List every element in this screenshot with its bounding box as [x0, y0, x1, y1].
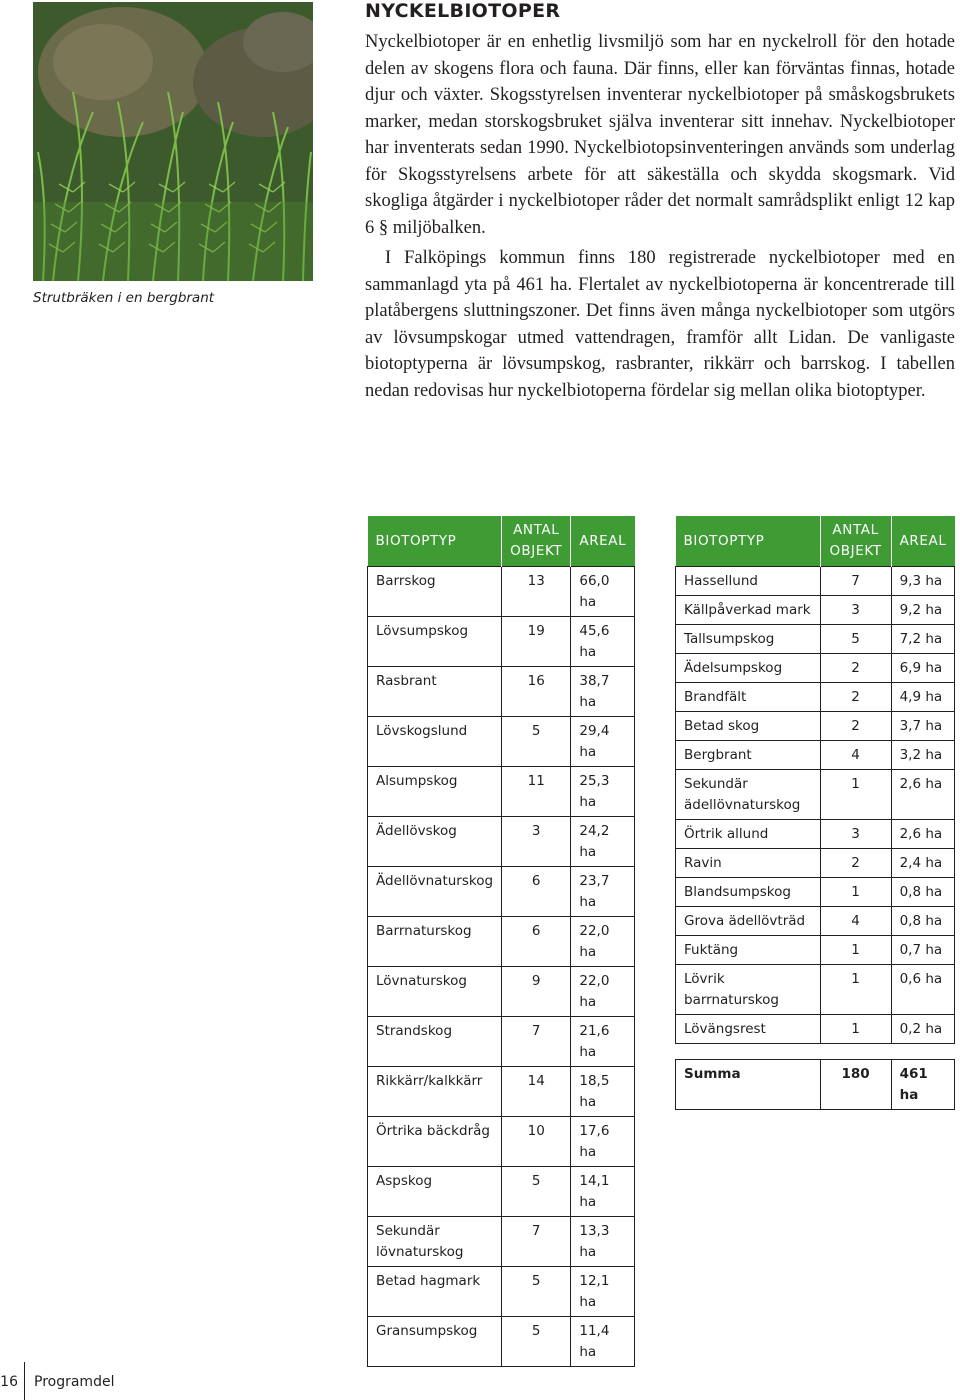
table-row: [368, 1017, 635, 1067]
cell-type: Gransumpskog: [368, 1317, 502, 1367]
table-row: [368, 567, 635, 617]
fern-photo: [33, 2, 313, 281]
table-row: [368, 1267, 635, 1317]
cell-count: 19: [502, 617, 571, 667]
cell-count: 7: [820, 567, 891, 596]
cell-count: 5: [502, 1317, 571, 1367]
cell-count: 1: [820, 1015, 891, 1044]
table-row: [368, 817, 635, 867]
cell-type: Lövsumpskog: [368, 617, 502, 667]
cell-area: 22,0 ha: [571, 967, 635, 1017]
cell-type: Ädellövnaturskog: [368, 867, 502, 917]
cell-type: Alsumpskog: [368, 767, 502, 817]
cell-area: 38,7 ha: [571, 667, 635, 717]
footer-divider: [24, 1362, 25, 1400]
paragraph: Nyckelbiotoper är en enhetlig livsmiljö som har en nyckelroll för den hotade delen av skogens flora och fauna. Där finns, eller kan förväntas finnas, hotade djur och växter. Skogsstyrelsen inventerar nyckelbiotoper på småskogsbrukets marker, medan storskogsbruket själva inventerar sitt innehav. Nyckelbiotoper har inventerats sedan 1990. Nyckelbiotopsinventeringen används som underlag för Skogsstyrelsens arbete för att säkeställa och skydda skogsmark. Vid skogliga åtgärder i nyckelbiotoper råder det normalt samrådsplikt enligt 12 kap 6 § miljöbalken.: [365, 32, 955, 238]
cell-area: 18,5 ha: [571, 1067, 635, 1117]
cell-count: 1: [820, 878, 891, 907]
cell-type: Sekundär lövnaturskog: [368, 1217, 502, 1267]
cell-type: Brandfält: [676, 683, 821, 712]
table-row: [368, 1117, 635, 1167]
table-row: [368, 667, 635, 717]
cell-count: 1: [820, 770, 891, 820]
cell-area: 7,2 ha: [891, 625, 954, 654]
table-row: [676, 907, 955, 936]
cell-area: 4,9 ha: [891, 683, 954, 712]
cell-area: 14,1 ha: [571, 1167, 635, 1217]
cell-count: 5: [502, 1167, 571, 1217]
cell-count: 1: [820, 936, 891, 965]
table-row: [676, 712, 955, 741]
cell-area: 0,8 ha: [891, 907, 954, 936]
biotope-table-right: [675, 516, 955, 1110]
header-type: BIOTOPTYP: [368, 516, 502, 567]
cell-area: 12,1 ha: [571, 1267, 635, 1317]
paragraph: I Falköpings kommun finns 180 registrerade nyckelbiotoper med en sammanlagd yta på 461 ha. Flertalet av nyckelbiotoperna är koncentrerade till platåbergens sluttningszoner. Det finns även många nyckelbiotoper som utgörs av lövsumpskogar utmed vattendragen, framför allt Lidan. De vanligaste biotoptyperna är lövsumpskog, rasbranter, rikkärr och barrskog. I tabellen nedan redovisas hur nyckelbiotoperna fördelar sig mellan olika biotoptyper.: [365, 248, 955, 401]
cell-count: 5: [502, 717, 571, 767]
cell-area: 23,7 ha: [571, 867, 635, 917]
cell-type: Örtrik allund: [676, 820, 821, 849]
summary-area: 461 ha: [891, 1060, 954, 1110]
cell-type: Grova ädellövträd: [676, 907, 821, 936]
cell-count: 14: [502, 1067, 571, 1117]
cell-area: 45,6 ha: [571, 617, 635, 667]
page-footer: [0, 1362, 200, 1400]
table-row: [368, 867, 635, 917]
table-row: [676, 820, 955, 849]
cell-count: 5: [502, 1267, 571, 1317]
cell-area: 13,3 ha: [571, 1217, 635, 1267]
cell-type: Barrnaturskog: [368, 917, 502, 967]
cell-count: 2: [820, 712, 891, 741]
cell-area: 9,3 ha: [891, 567, 954, 596]
cell-count: 11: [502, 767, 571, 817]
cell-area: 29,4 ha: [571, 717, 635, 767]
cell-type: Betad skog: [676, 712, 821, 741]
cell-type: Lövskogslund: [368, 717, 502, 767]
cell-type: Örtrika bäckdråg: [368, 1117, 502, 1167]
table-row: [368, 1317, 635, 1367]
cell-type: Barrskog: [368, 567, 502, 617]
table-row: [368, 767, 635, 817]
cell-type: Tallsumpskog: [676, 625, 821, 654]
cell-area: 2,6 ha: [891, 770, 954, 820]
cell-type: Sekundär ädellövnaturskog: [676, 770, 821, 820]
table-row: [676, 741, 955, 770]
summary-row: [676, 1060, 955, 1110]
table-row: [368, 617, 635, 667]
cell-type: Fuktäng: [676, 936, 821, 965]
cell-area: 17,6 ha: [571, 1117, 635, 1167]
table-row: [676, 770, 955, 820]
cell-count: 10: [502, 1117, 571, 1167]
cell-area: 24,2 ha: [571, 817, 635, 867]
table-row: [368, 1067, 635, 1117]
cell-type: Lövängsrest: [676, 1015, 821, 1044]
cell-area: 3,7 ha: [891, 712, 954, 741]
table-row: [676, 878, 955, 907]
cell-count: 2: [820, 683, 891, 712]
cell-count: 2: [820, 849, 891, 878]
cell-count: 16: [502, 667, 571, 717]
cell-type: Rikkärr/kalkkärr: [368, 1067, 502, 1117]
cell-count: 9: [502, 967, 571, 1017]
header-count: ANTAL OBJEKT: [502, 516, 571, 567]
cell-count: 6: [502, 917, 571, 967]
table-row: [676, 965, 955, 1015]
cell-type: Ravin: [676, 849, 821, 878]
cell-count: 7: [502, 1017, 571, 1067]
cell-count: 3: [502, 817, 571, 867]
header-type: BIOTOPTYP: [676, 516, 821, 567]
cell-area: 25,3 ha: [571, 767, 635, 817]
table-row: [676, 936, 955, 965]
table-row: [676, 1015, 955, 1044]
cell-area: 22,0 ha: [571, 917, 635, 967]
cell-area: 66,0 ha: [571, 567, 635, 617]
header-area: AREAL: [891, 516, 954, 567]
article-body: [365, 29, 955, 404]
cell-type: Betad hagmark: [368, 1267, 502, 1317]
table-header-row: [676, 516, 955, 567]
section-name: Programdel: [34, 1374, 115, 1390]
page-number: 16: [0, 1374, 18, 1390]
cell-count: 5: [820, 625, 891, 654]
table-row: [676, 567, 955, 596]
cell-type: Strandskog: [368, 1017, 502, 1067]
cell-area: 2,6 ha: [891, 820, 954, 849]
cell-count: 2: [820, 654, 891, 683]
cell-count: 6: [502, 867, 571, 917]
cell-type: Lövrik barrnaturskog: [676, 965, 821, 1015]
table-row: [676, 596, 955, 625]
table-row: [368, 1167, 635, 1217]
table-row: [676, 625, 955, 654]
header-count: ANTAL OBJEKT: [820, 516, 891, 567]
cell-area: 9,2 ha: [891, 596, 954, 625]
cell-type: Hassellund: [676, 567, 821, 596]
cell-area: 0,2 ha: [891, 1015, 954, 1044]
table-header-row: [368, 516, 635, 567]
cell-area: 3,2 ha: [891, 741, 954, 770]
table-row: [676, 849, 955, 878]
cell-type: Källpåverkad mark: [676, 596, 821, 625]
summary-label: Summa: [676, 1060, 821, 1110]
biotope-table-left: [367, 516, 635, 1367]
cell-area: 21,6 ha: [571, 1017, 635, 1067]
cell-type: Ädellövskog: [368, 817, 502, 867]
table-row: [676, 654, 955, 683]
cell-count: 13: [502, 567, 571, 617]
table-row: [676, 683, 955, 712]
cell-count: 4: [820, 907, 891, 936]
cell-area: 0,6 ha: [891, 965, 954, 1015]
summary-count: 180: [820, 1060, 891, 1110]
cell-count: 1: [820, 965, 891, 1015]
photo-caption: Strutbräken i en bergbrant: [33, 290, 215, 306]
cell-type: Rasbrant: [368, 667, 502, 717]
cell-area: 6,9 ha: [891, 654, 954, 683]
table-row: [368, 1217, 635, 1267]
header-area: AREAL: [571, 516, 635, 567]
section-heading: NYCKELBIOTOPER: [365, 0, 561, 22]
cell-area: 0,8 ha: [891, 878, 954, 907]
cell-count: 4: [820, 741, 891, 770]
cell-type: Lövnaturskog: [368, 967, 502, 1017]
cell-count: 3: [820, 596, 891, 625]
cell-count: 3: [820, 820, 891, 849]
cell-type: Blandsumpskog: [676, 878, 821, 907]
cell-type: Bergbrant: [676, 741, 821, 770]
cell-type: Ädelsumpskog: [676, 654, 821, 683]
table-row: [368, 967, 635, 1017]
cell-area: 0,7 ha: [891, 936, 954, 965]
cell-count: 7: [502, 1217, 571, 1267]
table-row: [368, 917, 635, 967]
table-row: [368, 717, 635, 767]
cell-type: Aspskog: [368, 1167, 502, 1217]
cell-area: 11,4 ha: [571, 1317, 635, 1367]
cell-area: 2,4 ha: [891, 849, 954, 878]
